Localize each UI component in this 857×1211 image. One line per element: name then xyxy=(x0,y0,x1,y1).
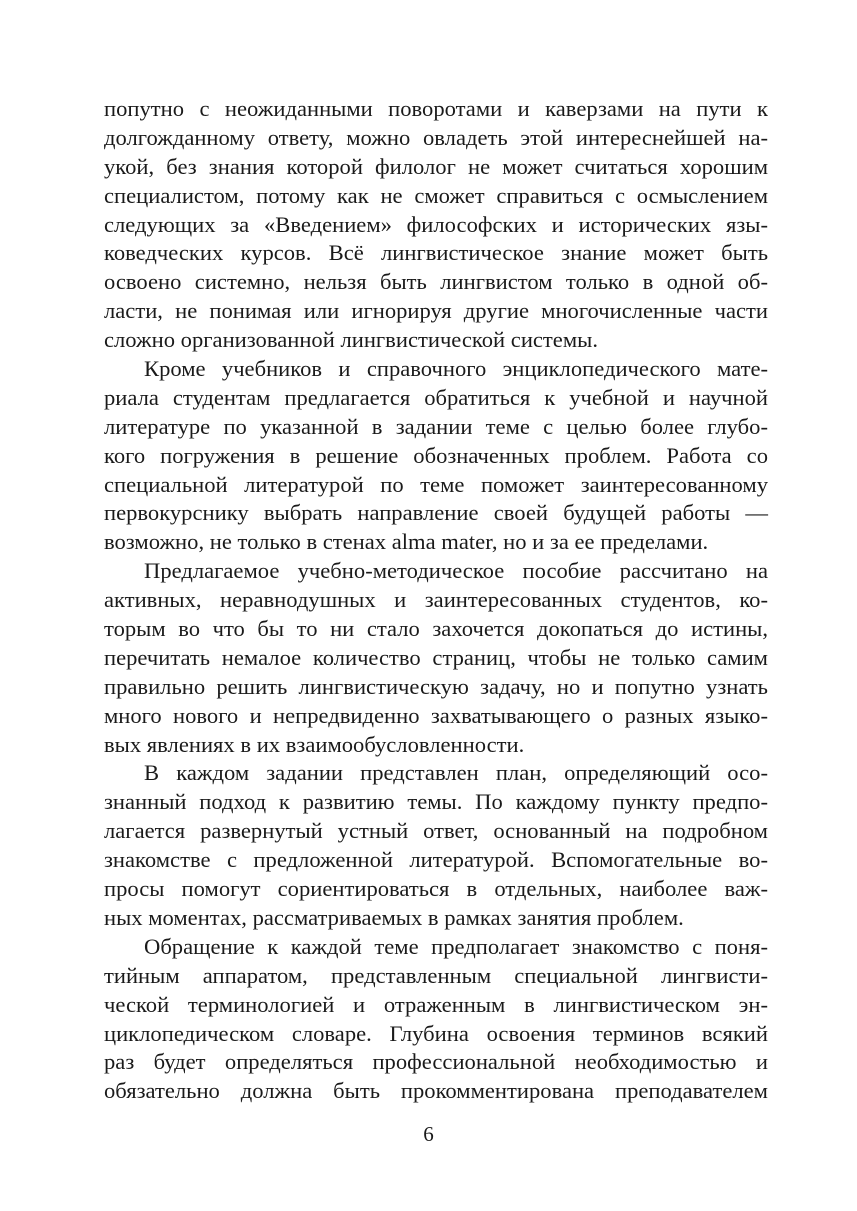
paragraph-3 xyxy=(104,557,768,759)
text-line: ных моментах, рассматриваемых в рамках занятия проблем. xyxy=(104,904,684,930)
text-line: риала студентам предлагается обратиться к учебной и научной xyxy=(104,384,768,410)
text-line: обязательно должна быть прокомментирована преподавателем xyxy=(104,1078,768,1104)
paragraph-2 xyxy=(104,355,768,557)
text-line: правильно решить лингвистическую задачу, но и попутно узнать xyxy=(104,673,768,699)
text-line: коведческих курсов. Всё лингвистическое знание может быть xyxy=(104,240,768,266)
paragraph-4 xyxy=(104,759,768,932)
text-line: Предлагаемое учебно-методическое пособие рассчитано на xyxy=(144,558,768,584)
text-line: первокурснику выбрать направление своей будущей работы — xyxy=(104,500,768,526)
page-body xyxy=(104,95,768,1106)
text-line: долгожданному ответу, можно овладеть этой интереснейшей на- xyxy=(104,124,768,150)
text-line: Обращение к каждой теме предполагает знакомство с поня- xyxy=(144,933,768,959)
text-line: вых явлениях в их взаимообусловленности. xyxy=(104,731,525,757)
text-line: литературе по указанной в задании теме с целью более глубо- xyxy=(104,413,768,439)
text-line: перечитать немалое количество страниц, чтобы не только самим xyxy=(104,644,768,670)
text-line: укой, без знания которой филолог не может считаться хорошим xyxy=(104,153,768,179)
paragraph-1 xyxy=(104,95,768,355)
text-line: знанный подход к развитию темы. По каждому пункту предпо- xyxy=(104,789,768,815)
text-line: циклопедическом словаре. Глубина освоения терминов всякий xyxy=(104,1020,768,1046)
paragraph-5 xyxy=(104,933,768,1106)
text-line: много нового и непредвиденно захватывающего о разных языко- xyxy=(104,702,768,728)
text-line: ческой терминологией и отраженным в лингвистическом эн- xyxy=(104,991,768,1017)
text-line: просы помогут сориентироваться в отдельных, наиболее важ- xyxy=(104,876,768,902)
text-line: раз будет определяться профессиональной необходимостью и xyxy=(104,1049,768,1075)
text-line: сложно организованной лингвистической системы. xyxy=(104,327,598,353)
text-line: активных, неравнодушных и заинтересованных студентов, ко- xyxy=(104,587,768,613)
page-number: 6 xyxy=(423,1122,434,1146)
text-line: специальной литературой по теме поможет заинтересованному xyxy=(104,471,768,497)
text-line: В каждом задании представлен план, определяющий осо- xyxy=(144,760,768,786)
text-line: попутно с неожиданными поворотами и каверзами на пути к xyxy=(104,96,768,121)
text-line: Кроме учебников и справочного энциклопедического мате- xyxy=(144,356,768,382)
text-line: знакомстве с предложенной литературой. Вспомогательные во- xyxy=(104,847,768,873)
text-line: следующих за «Введением» философских и исторических язы- xyxy=(104,211,768,237)
text-line: специалистом, потому как не сможет справиться с осмыслением xyxy=(104,182,768,208)
text-line: тийным аппаратом, представленным специальной лингвисти- xyxy=(104,962,768,988)
text-line: лагается развернутый устный ответ, основанный на подробном xyxy=(104,818,768,844)
text-line: возможно, не только в стенах alma mater, но и за ее пределами. xyxy=(104,529,709,555)
text-line: освоено системно, нельзя быть лингвистом только в одной об- xyxy=(104,269,768,295)
text-line: ласти, не понимая или игнорируя другие многочисленные части xyxy=(104,298,768,324)
text-line: торым во что бы то ни стало захочется докопаться до истины, xyxy=(104,616,768,642)
text-line: кого погружения в решение обозначенных проблем. Работа со xyxy=(104,442,768,468)
